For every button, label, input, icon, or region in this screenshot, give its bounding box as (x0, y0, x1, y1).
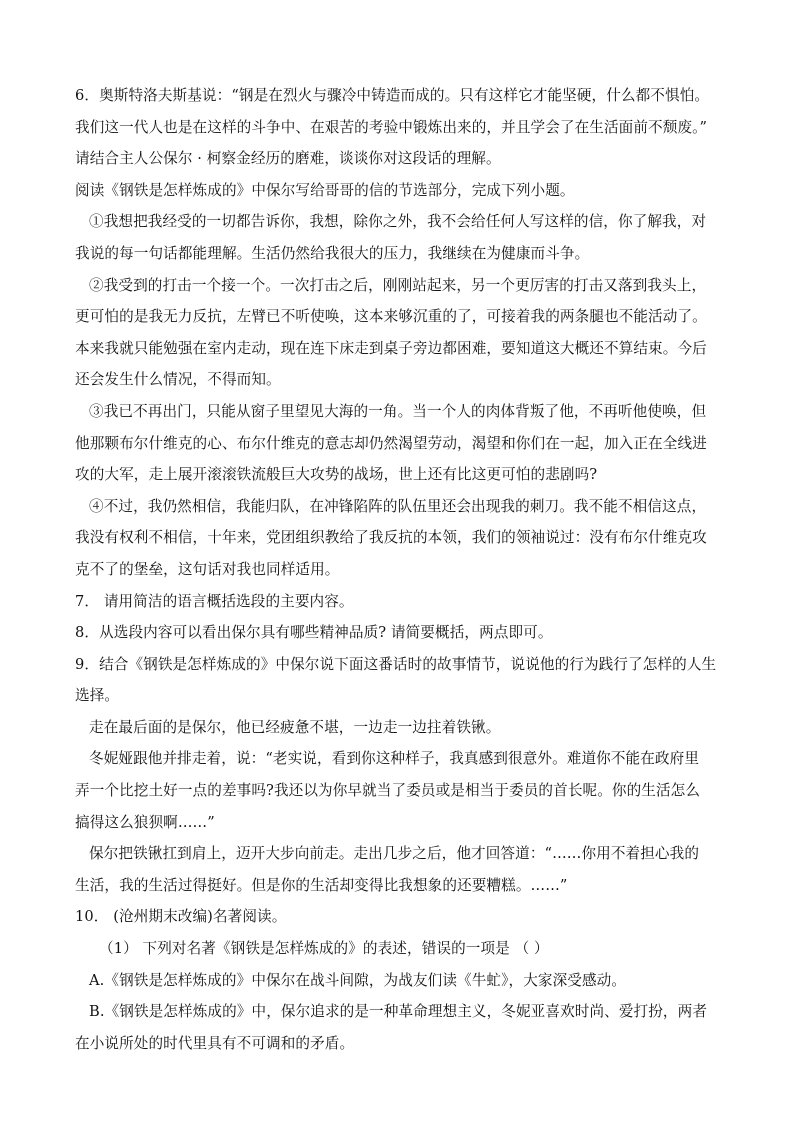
passage-paragraph-3-line-3: 攻的大军，走上展开滚滚铁流般巨大攻势的战场，世上还有比这更可怕的悲剧吗? (75, 466, 598, 484)
option-b-line-2: 在小说所处的时代里具有不可调和的矛盾。 (75, 1034, 355, 1052)
excerpt-paragraph-2-line-1: 冬妮娅跟他并排走着，说：“老实说，看到你这种样子，我真感到很意外。难道你不能在政府里 (89, 750, 700, 768)
question-6-line-1: 6．奥斯特洛夫斯基说：“钢是在烈火与骤冷中铸造而成的。只有这样它才能坚硬，什么都不惧怕。 (75, 87, 710, 104)
passage-paragraph-2-line-4: 还会发生什么情况，不得而知。 (75, 371, 281, 389)
question-8: 8．从选段内容可以看出保尔具有哪些精神品质? 请简要概括，两点即可。 (75, 624, 553, 642)
passage-paragraph-3-line-2: 他那颗布尔什维克的心、布尔什维克的意志却仍然渴望劳动，渴望和你们在一起，加入正在全线进 (75, 434, 707, 452)
excerpt-paragraph-3-line-2: 生活，我的生活过得挺好。但是你的生活却变得比我想象的还要糟糕。……” (75, 876, 568, 894)
excerpt-paragraph-2-line-3: 搞得这么狼狈啊……” (75, 813, 215, 831)
passage-paragraph-1-line-2: 我说的每一句话都能理解。生活仍然给我很大的压力，我继续在为健康而斗争。 (75, 244, 590, 262)
question-6-line-2: 我们这一代人也是在这样的斗争中、在艰苦的考验中锻炼出来的，并且学会了在生活面前不颓废。” (75, 118, 708, 136)
question-10: 10． (沧州期末改编)名著阅读。 (75, 908, 287, 926)
question-9-line-2: 选择。 (75, 687, 120, 705)
passage-paragraph-1-line-1: ①我想把我经受的一切都告诉你，我想，除你之外，我不会给任何人写这样的信，你了解我，对 (89, 213, 707, 231)
excerpt-paragraph-3-line-1: 保尔把铁锹扛到肩上，迈开大步向前走。走出几步之后，他才回答道：“……你用不着担心我的 (89, 845, 700, 863)
passage-paragraph-4-line-2: 我没有权利不相信，十年来，党团组织教给了我反抗的本领，我们的领袖说过：没有布尔什维克攻 (75, 529, 707, 547)
excerpt-paragraph-1: 走在最后面的是保尔，他已经疲惫不堪，一边走一边拄着铁锹。 (89, 718, 501, 736)
passage-paragraph-2-line-2: 更可怕的是我无力反抗，左臂已不听使唤，这本来够沉重的了，可接着我的两条腿也不能活动了。 (75, 308, 707, 326)
option-b-line-1: B.《钢铁是怎样炼成的》中，保尔追求的是一种革命理想主义，冬妮亚喜欢时尚、爱打扮，两者 (89, 1003, 708, 1021)
option-a: A.《钢铁是怎样炼成的》中保尔在战斗间隙，为战友们读《牛虻》，大家深受感动。 (89, 971, 627, 989)
excerpt-paragraph-2-line-2: 弄一个比挖土好一点的差事吗?我还以为你早就当了委员或是相当于委员的首长呢。你的生活怎么 (75, 782, 701, 800)
question-9-line-1: 9．结合《钢铁是怎样炼成的》中保尔说下面这番话时的故事情节，说说他的行为践行了怎样的人生 (75, 655, 717, 673)
document-body (75, 80, 723, 1059)
passage-paragraph-2-line-1: ②我受到的打击一个接一个。一次打击之后，刚刚站起来，另一个更厉害的打击又落到我头上， (89, 276, 707, 294)
passage-paragraph-3-line-1: ③我已不再出门，只能从窗子里望见大海的一角。当一个人的肉体背叛了他，不再听他使唤，但 (89, 402, 707, 420)
passage-paragraph-4-line-1: ④不过，我仍然相信，我能归队，在冲锋陷阵的队伍里还会出现我的刺刀。我不能不相信这点， (89, 497, 707, 515)
passage-paragraph-4-line-3: 克不了的堡垒，这句话对我也同样适用。 (75, 560, 340, 578)
sub-question-1: （1） 下列对名著《钢铁是怎样炼成的》的表述，错误的一项是 （ ） (99, 940, 549, 958)
reading-instruction: 阅读《钢铁是怎样炼成的》中保尔写给哥哥的信的节选部分，完成下列小题。 (75, 181, 575, 199)
question-7: 7． 请用简洁的语言概括选段的主要内容。 (75, 592, 354, 610)
passage-paragraph-2-line-3: 本来我就只能勉强在室内走动，现在连下床走到桌子旁边都困难，要知道这大概还不算结束。今后 (75, 339, 707, 357)
question-6-line-3: 请结合主人公保尔 · 柯察金经历的磨难，谈谈你对这段话的理解。 (75, 150, 501, 168)
